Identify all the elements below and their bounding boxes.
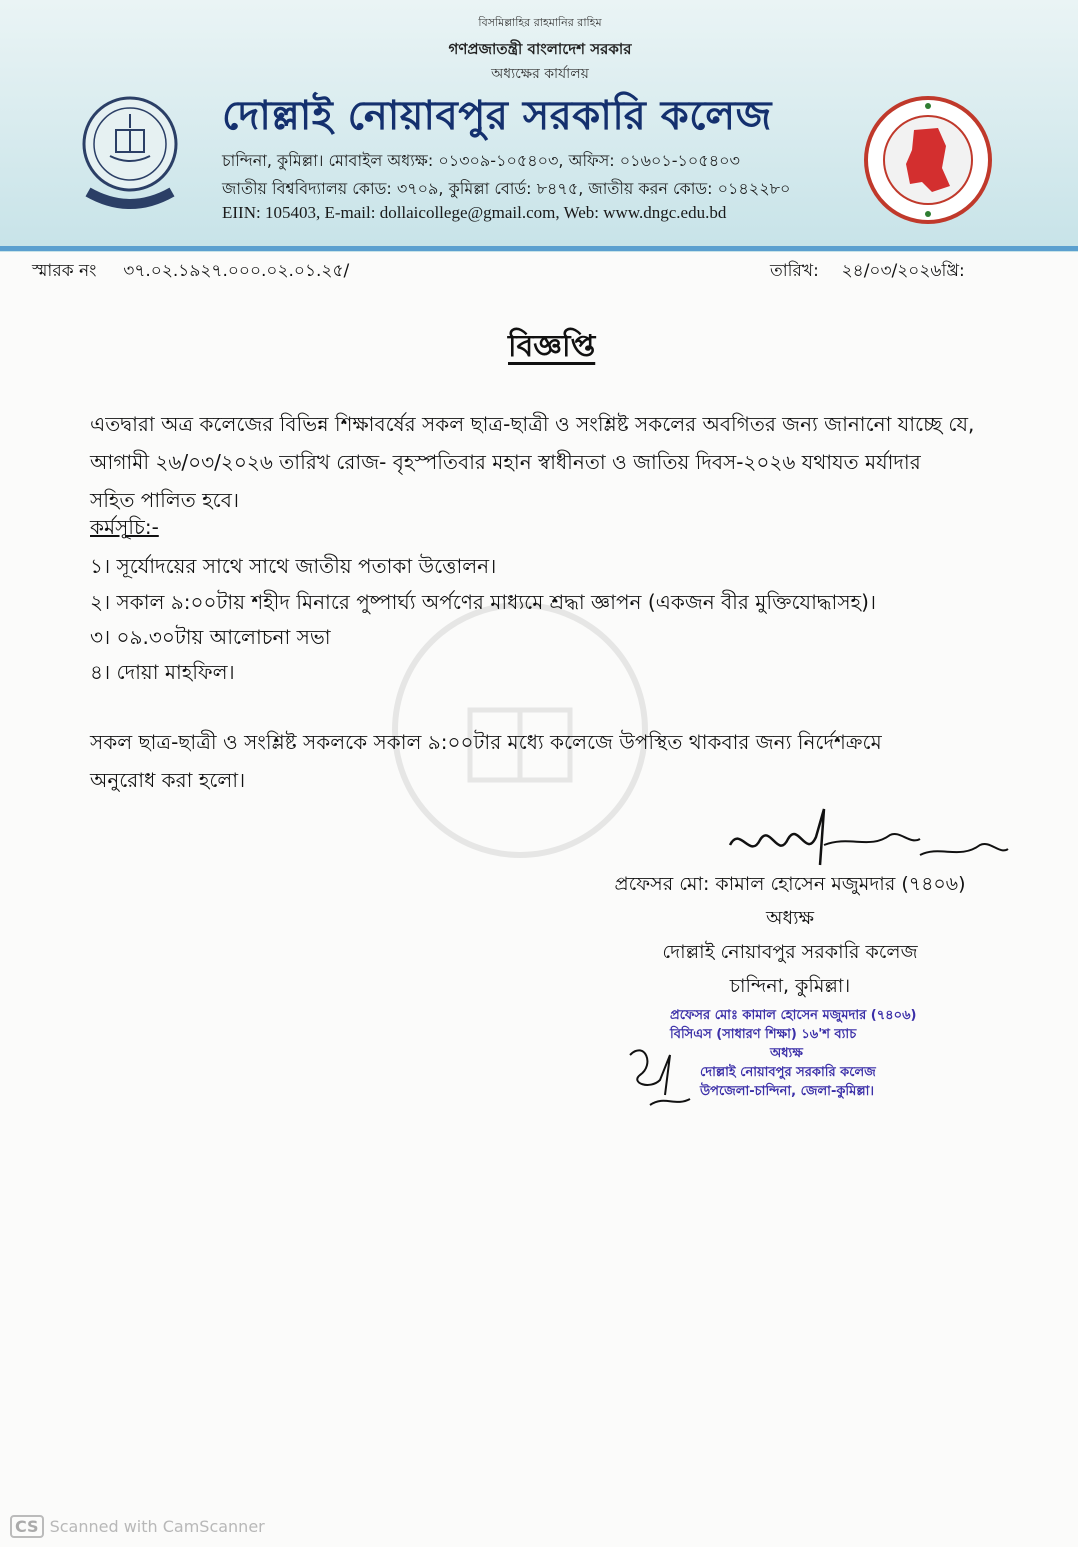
bismillah-text: বিসমিল্লাহির রাহমানির রাহিম bbox=[478, 16, 602, 29]
program-heading: কর্মসূচি:- bbox=[90, 515, 159, 539]
college-title: দোল্লাই নোয়াবপুর সরকারি কলেজ bbox=[222, 93, 772, 139]
letterhead-divider bbox=[0, 246, 1078, 251]
closing-line: সকল ছাত্র-ছাত্রী ও সংশ্লিষ্ট সকলকে সকাল ৯:০০টার মধ্যে কলেজে উপস্থিত থাকবার জন্য নির্দেশক্রমে bbox=[90, 730, 882, 754]
stamp-batch: বিসিএস (সাধারণ শিক্ষা) ১৬'শ ব্যাচ bbox=[670, 1027, 857, 1042]
intro-line: সহিত পালিত হবে। bbox=[90, 488, 239, 512]
date-label: তারিখ: bbox=[770, 261, 819, 281]
notice-title: বিজ্ঞপ্তি bbox=[508, 329, 596, 364]
signatory-name: প্রফেসর মো: কামাল হোসেন মজুমদার (৭৪০৬) bbox=[614, 873, 966, 895]
codes-line: জাতীয় বিশ্ববিদ্যালয় কোড: ৩৭০৯, কুমিল্লা বোর্ড: ৮৪৭৫, জাতীয় করন কোড: ০১৪২২৮০ bbox=[222, 179, 791, 198]
closing-paragraph bbox=[90, 723, 1030, 799]
date-reference bbox=[770, 258, 965, 286]
handwritten-signature-icon bbox=[720, 805, 1010, 875]
signatory-location: চান্দিনা, কুমিল্লা। bbox=[729, 975, 851, 997]
web-line: EIIN: 105403, E-mail: dollaicollege@gmail.com, Web: www.dngc.edu.bd bbox=[222, 203, 727, 222]
office-text: অধ্যক্ষের কার্যালয় bbox=[491, 66, 589, 82]
intro-line: এতদ্বারা অত্র কলেজের বিভিন্ন শিক্ষাবর্ষের সকল ছাত্র-ছাত্রী ও সংশ্লিষ্ট সকলের অবগিতর জন্য জানানো যাচ্ছে যে, bbox=[90, 412, 975, 436]
signatory-institution: দোল্লাই নোয়াবপুর সরকারি কলেজ bbox=[662, 941, 918, 963]
program-item: ১। সূর্যোদয়ের সাথে সাথে জাতীয় পতাকা উত্তোলন। bbox=[90, 554, 497, 578]
government-text: গণপ্রজাতন্ত্রী বাংলাদেশ সরকার bbox=[448, 40, 632, 58]
stamp-institution: দোল্লাই নোয়াবপুর সরকারি কলেজ bbox=[700, 1065, 876, 1080]
contact-line: চান্দিনা, কুমিল্লা। মোবাইল অধ্যক্ষ: ০১৩০৯-১০৫৪০৩, অফিস: ০১৬০১-১০৫৪০৩ bbox=[222, 151, 740, 170]
closing-line: অনুরোধ করা হলো। bbox=[90, 768, 246, 792]
date-value: ২৪/০৩/২০২৬খ্রি: bbox=[841, 261, 965, 281]
scanner-watermark bbox=[10, 1515, 265, 1538]
stamp-name: প্রফেসর মোঃ কামাল হোসেন মজুমদার (৭৪০৬) bbox=[670, 1008, 917, 1023]
intro-paragraph bbox=[90, 405, 1030, 519]
government-seal-icon bbox=[862, 94, 994, 226]
program-item: ৩। ০৯.৩০টায় আলোচনা সভা bbox=[90, 625, 331, 649]
program-item: ২। সকাল ৯:০০টায় শহীদ মিনারে পুষ্পার্ঘ্য অর্পণের মাধ্যমে শ্রদ্ধা জ্ঞাপন (একজন বীর মুক্তিযোদ্ধাসহ)। bbox=[90, 590, 877, 614]
initial-signature-icon bbox=[620, 1035, 700, 1115]
stamp-designation: অধ্যক্ষ bbox=[770, 1046, 803, 1061]
memo-label: স্মারক নং bbox=[32, 261, 97, 281]
signatory-designation: অধ্যক্ষ bbox=[765, 907, 814, 929]
college-emblem-icon bbox=[80, 86, 180, 226]
stamp-location: উপজেলা-চান্দিনা, জেলা-কুমিল্লা। bbox=[700, 1084, 875, 1099]
memo-number: ৩৭.০২.১৯২৭.০০০.০২.০১.২৫/ bbox=[123, 261, 350, 281]
program-item: ৪। দোয়া মাহফিল। bbox=[90, 660, 235, 684]
scanner-text: Scanned with CamScanner bbox=[49, 1517, 265, 1536]
memo-reference bbox=[32, 258, 349, 286]
camscanner-badge-icon: CS bbox=[10, 1515, 44, 1538]
intro-line: আগামী ২৬/০৩/২০২৬ তারিখ রোজ- বৃহস্পতিবার মহান স্বাধীনতা ও জাতিয় দিবস-২০২৬ যথাযত মর্যাদার bbox=[90, 450, 921, 474]
